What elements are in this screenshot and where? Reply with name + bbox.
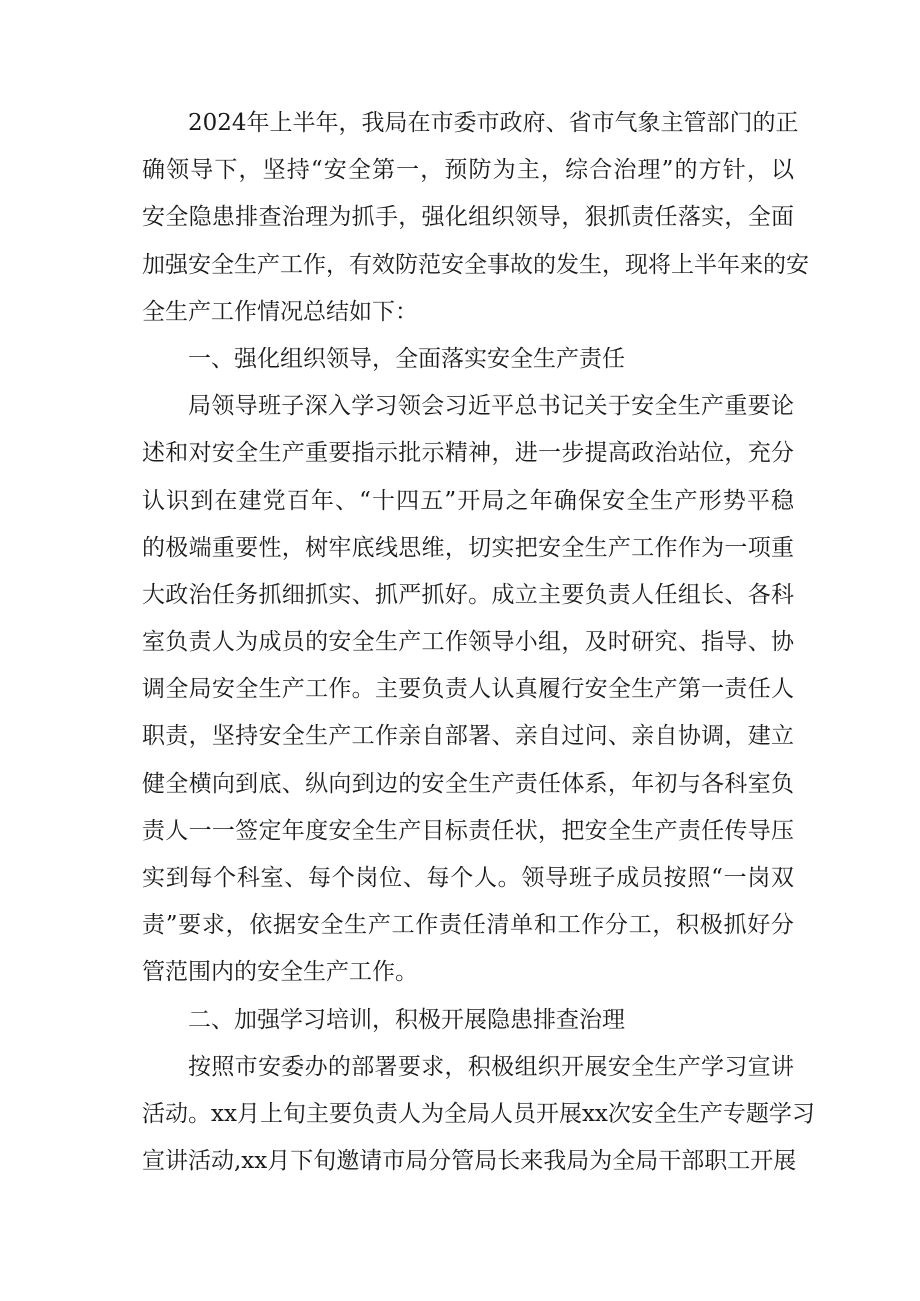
paragraph-line: 按照市安委办的部署要求，积极组织开展安全生产学习宣讲 [188,1053,794,1080]
paragraph-line: 室负责人为成员的安全生产工作领导小组，及时研究、指导、协 [142,629,794,656]
paragraph-line: 2024年上半年，我局在市委市政府、省市气象主管部门的正 [188,110,799,136]
paragraph-line: 职责，坚持安全生产工作亲自部署、亲自过问、亲自协调，建立 [142,723,794,750]
document-body [142,100,815,1185]
paragraph-line: 确领导下，坚持“安全第一，预防为主，综合治理”的方针，以 [142,157,794,184]
paragraph-line: 全生产工作情况总结如下： [142,298,418,325]
paragraph-line: 责”要求，依据安全生产工作责任清单和工作分工，积极抓好分 [142,912,794,939]
paragraph-line: 管范围内的安全生产工作。 [142,959,418,986]
paragraph-section-2 [142,1044,815,1186]
paragraph-line: 认识到在建党百年、“十四五”开局之年确保安全生产形势平稳 [142,487,794,514]
paragraph-line: 的极端重要性，树牢底线思维，切实把安全生产工作作为一项重 [142,534,794,561]
section-heading-1: 一、强化组织领导，全面落实安全生产责任 [188,345,625,372]
paragraph-line: 加强安全生产工作，有效防范安全事故的发生，现将上半年来的安 [142,251,809,278]
paragraph-line: 宣讲活动,xx月下旬邀请市局分管局长来我局为全局干部职工开展 [142,1148,797,1175]
paragraph-line: 实到每个科室、每个岗位、每个人。领导班子成员按照“一岗双 [142,865,794,891]
paragraph-line: 安全隐患排查治理为抓手，强化组织领导，狠抓责任落实，全面 [142,204,794,231]
section-heading-2: 二、加强学习培训，积极开展隐患排查治理 [188,1006,625,1033]
paragraph-section-1 [142,383,794,996]
paragraph-line: 活动。xx月上旬主要负责人为全局人员开展xx次安全生产专题学习 [142,1100,815,1127]
paragraph-line: 大政治任务抓细抓实、抓严抓好。成立主要负责人任组长、各科 [142,581,794,608]
paragraph-line: 述和对安全生产重要指示批示精神，进一步提高政治站位，充分 [142,440,794,467]
paragraph-intro [142,100,809,336]
paragraph-line: 健全横向到底、纵向到边的安全生产责任体系，年初与各科室负 [142,770,794,797]
paragraph-line: 责人一一签定年度安全生产目标责任状，把安全生产责任传导压 [142,817,794,844]
paragraph-line: 局领导班子深入学习领会习近平总书记关于安全生产重要论 [188,393,794,420]
paragraph-line: 调全局安全生产工作。主要负责人认真履行安全生产第一责任人 [142,676,794,703]
